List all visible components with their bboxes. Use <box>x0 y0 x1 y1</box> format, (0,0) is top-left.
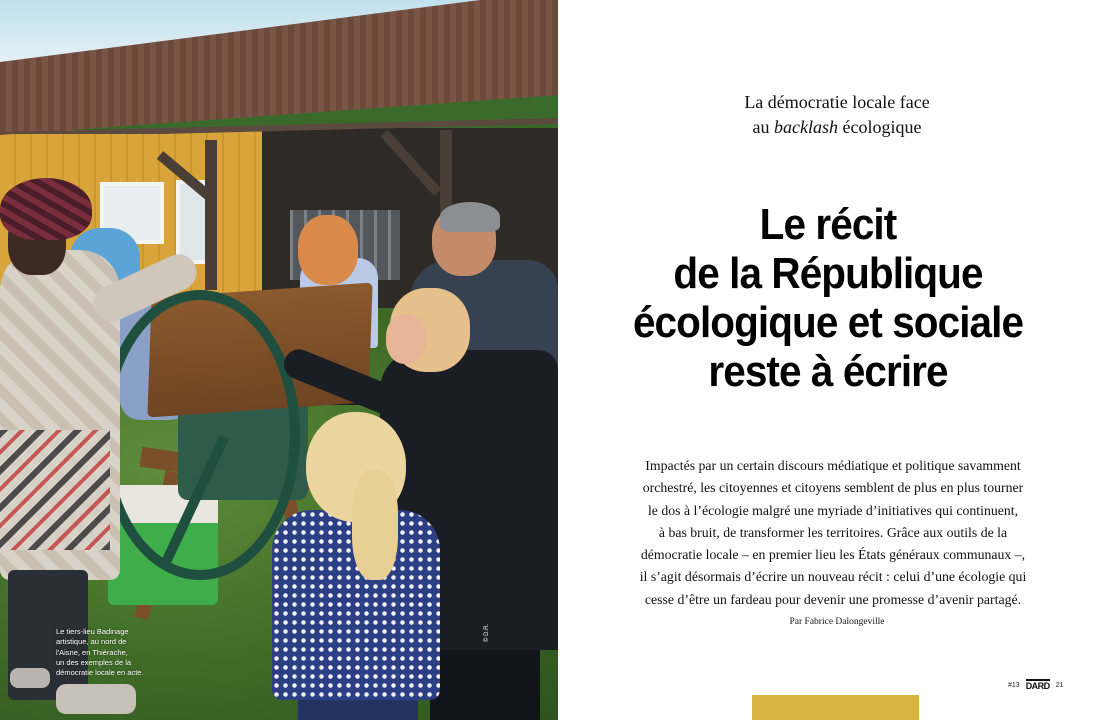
article-headline <box>580 200 1077 396</box>
headline-line: Le récit <box>759 200 897 249</box>
photo-knit-hat <box>0 178 92 240</box>
standfirst-line: démocratie locale – en premier lieu les États généraux communaux –, <box>640 547 1026 563</box>
kicker-line: La démocratie locale face <box>744 92 930 112</box>
standfirst-line: à bas bruit, de transformer les territoires. Grâce aux outils de la <box>658 524 1008 540</box>
photo-caption <box>56 627 156 678</box>
caption-line: démocratie locale en acte. <box>56 668 144 678</box>
photo-cardigan-pattern <box>0 430 110 550</box>
page-folio <box>1008 679 1063 691</box>
page-number: 21 <box>1055 681 1064 689</box>
standfirst-line: orchestré, les citoyennes et citoyens semblent de plus en plus tourner <box>642 480 1024 496</box>
caption-line: un des exemples de la <box>56 657 132 667</box>
headline-line: reste à écrire <box>708 347 948 396</box>
kicker-line <box>558 115 1116 140</box>
section-color-tab <box>752 695 919 720</box>
article-standfirst <box>598 455 1068 611</box>
caption-line: artistique, au nord de <box>56 637 127 647</box>
standfirst-line: Impactés par un certain discours médiatique et politique savamment <box>645 458 1021 473</box>
issue-number: #13 <box>1008 681 1020 689</box>
photo-child-ponytail <box>352 470 398 580</box>
photo-person <box>430 640 540 720</box>
photo-person-head <box>298 215 358 285</box>
article-kicker <box>558 90 1116 140</box>
article-page <box>558 0 1116 720</box>
kicker-text: écologique <box>838 117 922 137</box>
standfirst-line: le dos à l’écologie malgré une myriade d’initiatives qui continuent, <box>647 502 1019 518</box>
photo-credit: © D.R. <box>484 623 490 642</box>
photo-shoe <box>10 668 50 688</box>
caption-line: Le tiers-lieu Badinage <box>56 627 129 636</box>
standfirst-line: il s’agit désormais d’écrire un nouveau récit : celui d’une écologie qui <box>639 569 1027 585</box>
standfirst-line: cesse d’être un fardeau pour devenir une promesse d’avenir partagé. <box>644 591 1022 607</box>
kicker-emphasis: backlash <box>774 117 838 137</box>
photo-person-hair <box>440 202 500 232</box>
photo-person-face <box>386 314 426 364</box>
caption-line: l'Aisne, en Thiérache, <box>56 647 128 657</box>
photo-press-wheel <box>100 290 300 580</box>
photo-shoe <box>56 684 136 714</box>
magazine-logo: DARD <box>1025 681 1050 691</box>
kicker-text: au <box>752 117 775 137</box>
headline-line: écologique et sociale <box>632 298 1024 347</box>
photo-wood-post <box>205 140 217 290</box>
headline-line: de la République <box>673 249 983 298</box>
article-byline: Par Fabrice Dalongeville <box>789 617 885 627</box>
